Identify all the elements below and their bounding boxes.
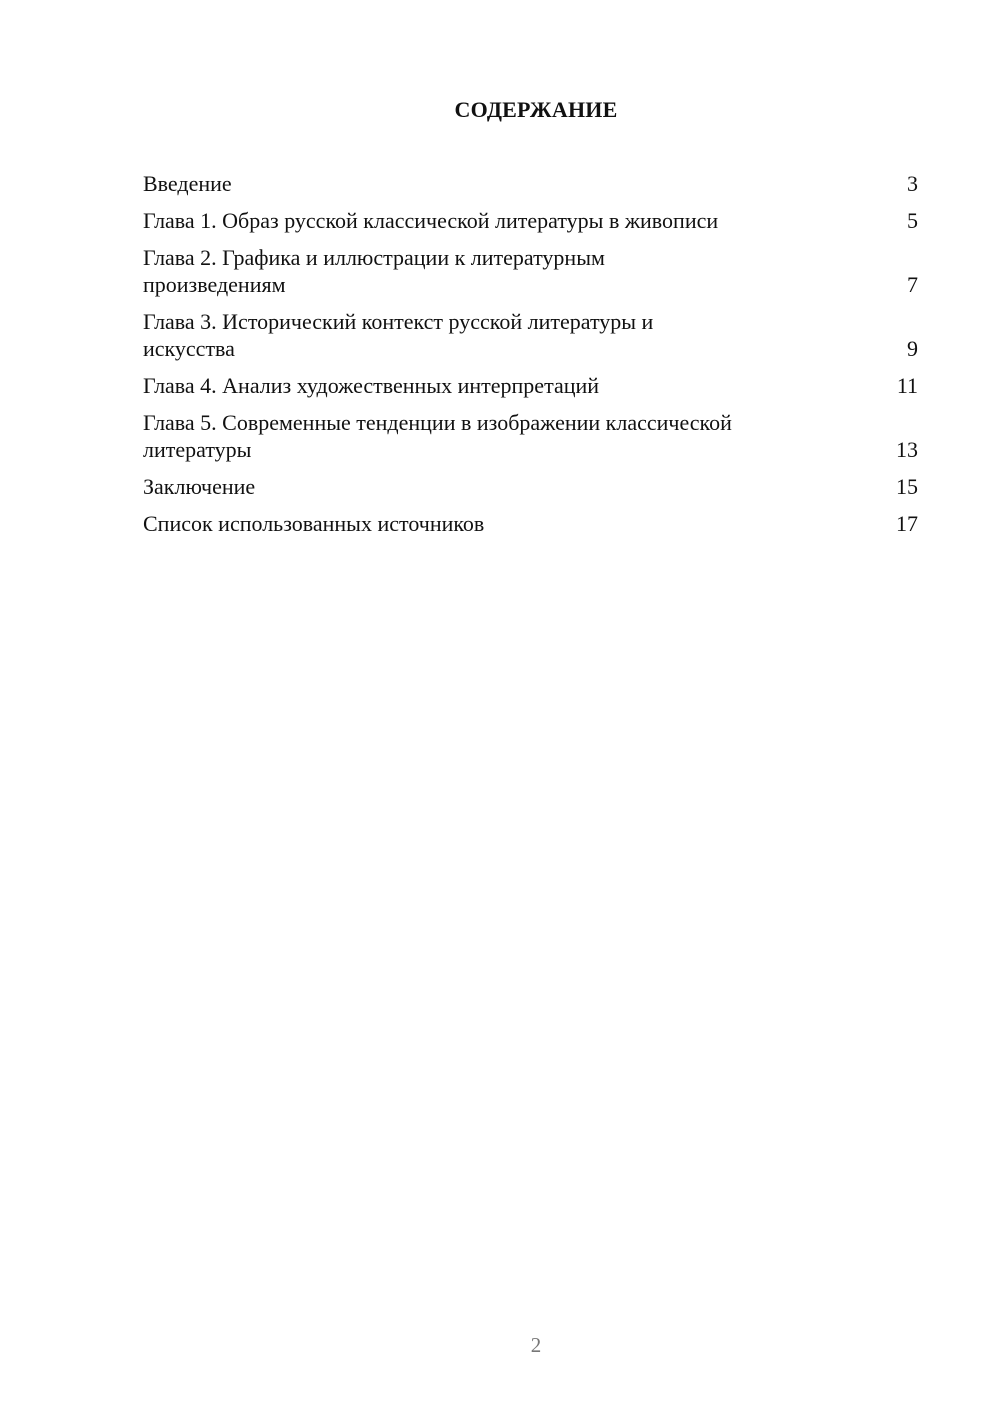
toc-entry-line: Глава 2. Графика и иллюстрации к литературным <box>143 245 605 270</box>
toc-entry-title <box>143 244 605 298</box>
toc-entry-line: Список использованных источников <box>143 511 485 536</box>
toc-entry-title <box>143 207 718 234</box>
toc-entry-line: Заключение <box>143 474 256 499</box>
toc-entry[interactable] <box>143 510 918 537</box>
toc-entry-page: 7 <box>907 272 918 297</box>
toc-entry-page: 13 <box>896 437 918 462</box>
toc-entry-line: Глава 1. Образ русской классической литературы в живописи <box>143 208 719 233</box>
toc-entry-page: 15 <box>896 474 918 499</box>
toc-entry-page: 9 <box>907 336 918 361</box>
toc-entry-line: Глава 4. Анализ художественных интерпретаций <box>143 373 600 398</box>
toc-entry-line: произведениям <box>143 272 286 297</box>
toc-entry-title <box>143 510 484 537</box>
toc-entry-line: Введение <box>143 171 232 196</box>
toc-entry[interactable] <box>143 170 918 197</box>
toc-entry-line: литературы <box>143 437 252 462</box>
toc-entry[interactable] <box>143 409 918 463</box>
page-number: 2 <box>530 1333 542 1357</box>
toc-entry[interactable] <box>143 473 918 500</box>
toc-entry[interactable] <box>143 207 918 234</box>
toc-entry-title <box>143 170 232 197</box>
toc-entry-page: 17 <box>896 511 918 536</box>
toc-entry-title <box>143 308 653 362</box>
toc-entry-page: 3 <box>907 171 918 196</box>
toc-entry-title <box>143 409 732 463</box>
toc-entry-line: Глава 5. Современные тенденции в изображении классической <box>143 410 732 435</box>
toc-entry[interactable] <box>143 372 918 399</box>
toc-entry-line: искусства <box>143 336 235 361</box>
toc-entry-page: 11 <box>896 373 918 398</box>
table-of-contents <box>143 170 918 547</box>
toc-entry[interactable] <box>143 244 918 298</box>
toc-entry-title <box>143 372 599 399</box>
page-title: СОДЕРЖАНИЕ <box>454 97 618 122</box>
toc-entry-line: Глава 3. Исторический контекст русской литературы и <box>143 309 654 334</box>
toc-entry[interactable] <box>143 308 918 362</box>
toc-entry-page: 5 <box>907 208 918 233</box>
toc-entry-title <box>143 473 255 500</box>
